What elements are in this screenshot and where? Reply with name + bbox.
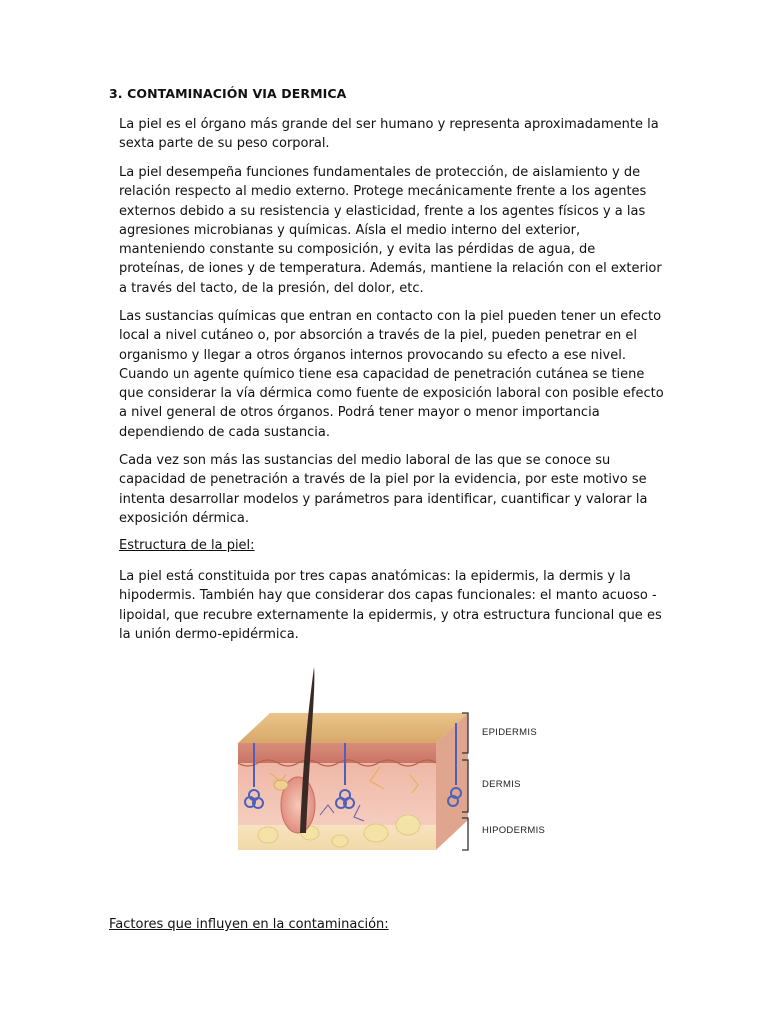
label-hipodermis: HIPODERMIS <box>482 825 546 836</box>
section-heading: 3. CONTAMINACIÓN VIA DERMICA <box>109 86 347 101</box>
paragraph-text: La piel está constituida por tres capas anatómicas: la epidermis, la dermis y la hipodermis. También hay que considerar dos capas funcionales: el manto acuoso - lipoidal, que recubre externamente la epidermis, y otra estructura funcional que es la unión dermo-epidérmica. <box>119 569 662 642</box>
paragraph-5 <box>119 567 664 644</box>
label-epidermis: EPIDERMIS <box>482 727 537 738</box>
subheading-estructura: Estructura de la piel: <box>119 538 255 553</box>
skin-diagram-illustration <box>150 655 670 875</box>
paragraph-text: Las sustancias químicas que entran en contacto con la piel pueden tener un efecto local a nivel cutáneo o, por absorción a través de la piel, pueden penetrar en el organismo y llegar a otros órganos internos provocando su efecto a ese nivel. Cuando un agente químico tiene esa capacidad de penetración cutánea se tiene que considerar la vía dérmica como fuente de exposición laboral con posible efecto a nivel general de otros órganos. Podrá tener mayor o menor importancia dependiendo de cada sustancia. <box>119 309 664 440</box>
footer-heading: Factores que influyen en la contaminación: <box>109 917 389 932</box>
label-dermis: DERMIS <box>482 779 521 790</box>
paragraph-text: Cada vez son más las sustancias del medio laboral de las que se conoce su capacidad de penetración a través de la piel por la evidencia, por este motivo se intenta desarrollar modelos y parámetros para identificar, cuantificar y valorar la exposición dérmica. <box>119 453 648 526</box>
skin-diagram <box>150 655 670 875</box>
paragraph-1 <box>119 115 664 154</box>
paragraph-2 <box>119 163 664 298</box>
paragraph-text: La piel es el órgano más grande del ser humano y representa aproximadamente la sexta parte de su peso corporal. <box>119 117 659 152</box>
paragraph-4 <box>119 451 664 528</box>
paragraph-text: La piel desempeña funciones fundamentales de protección, de aislamiento y de relación respecto al medio externo. Protege mecánicamente frente a los agentes externos debido a su resistencia y elasticidad, frente a los agentes físicos y a las agresiones microbianas y químicas. Aísla el medio interno del exterior, manteniendo constante su composición, y evita las pérdidas de agua, de proteínas, de iones y de temperatura. Además, mantiene la relación con el exterior a través del tacto, de la presión, del dolor, etc. <box>119 165 662 296</box>
paragraph-3 <box>119 307 664 442</box>
